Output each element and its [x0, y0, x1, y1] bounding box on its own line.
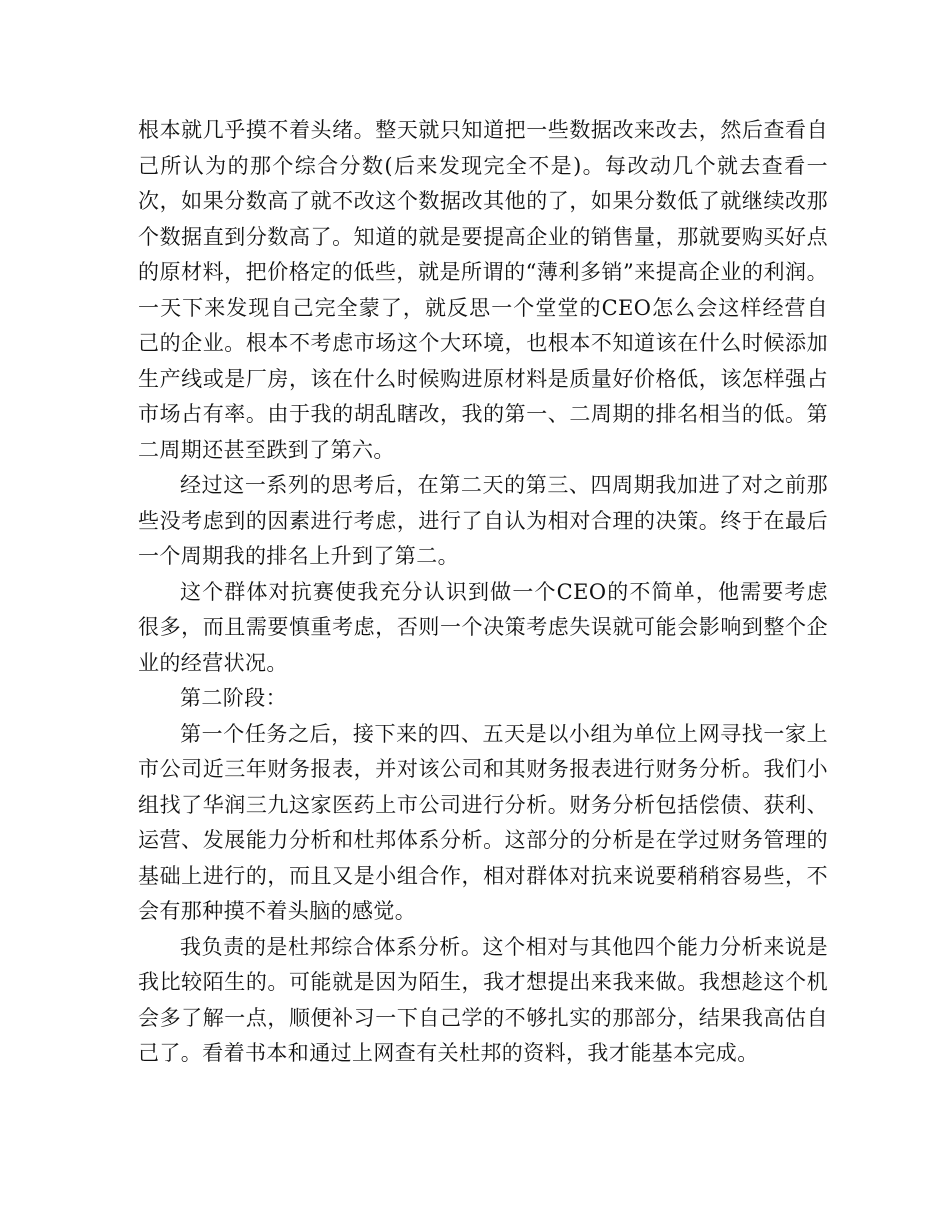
paragraph-financial-analysis: 第一个任务之后，接下来的四、五天是以小组为单位上网寻找一家上市公司近三年财务报表，并对该公司和其财务报表进行财务分析。我们小组找了华润三九这家医药上市公司进行分析。财务分析包括偿债、获利、运营、发展能力分析和杜邦体系分析。这部分的分析是在学过财务管理的基础上进行的，而且又是小组合作，相对群体对抗来说要稍稍容易些，不会有那种摸不着头脑的感觉。 — [138, 721, 828, 923]
paragraph-ceo-lesson: 这个群体对抗赛使我充分认识到做一个CEO的不简单，他需要考虑很多，而且需要慎重考虑，否则一个决策考虑失误就可能会影响到整个企业的经营状况。 — [138, 579, 828, 675]
paragraph-continued: 根本就几乎摸不着头绪。整天就只知道把一些数据改来改去，然后查看自己所认为的那个综合分数(后来发现完全不是)。每改动几个就去查看一次，如果分数高了就不改这个数据改其他的了，如果分数低了就继续改那个数据直到分数高了。知道的就是要提高企业的销售量，那就要购买好点的原材料，把价格定的低些，就是所谓的“薄利多销”来提高企业的利润。一天下来发现自己完全蒙了，就反思一个堂堂的CEO怎么会这样经营自己的企业。根本不考虑市场这个大环境，也根本不知道该在什么时候添加生产线或是厂房，该在什么时候购进原材料是质量好价格低，该怎样强占市场占有率。由于我的胡乱瞎改，我的第一、二周期的排名相当的低。第二周期还甚至跌到了第六。 — [138, 118, 828, 462]
paragraph-dupont-analysis: 我负责的是杜邦综合体系分析。这个相对与其他四个能力分析来说是我比较陌生的。可能就是因为陌生，我才想提出来我来做。我想趁这个机会多了解一点，顺便补习一下自己学的不够扎实的那部分，结果我高估自己了。看着书本和通过上网查有关杜邦的资料，我才能基本完成。 — [138, 934, 828, 1065]
document-body — [138, 113, 828, 1072]
section-heading-stage-two: 第二阶段： — [180, 686, 287, 710]
paragraph-reflection: 经过这一系列的思考后，在第二天的第三、四周期我加进了对之前那些没考虑到的因素进行考虑，进行了自认为相对合理的决策。终于在最后一个周期我的排名上升到了第二。 — [138, 473, 828, 568]
